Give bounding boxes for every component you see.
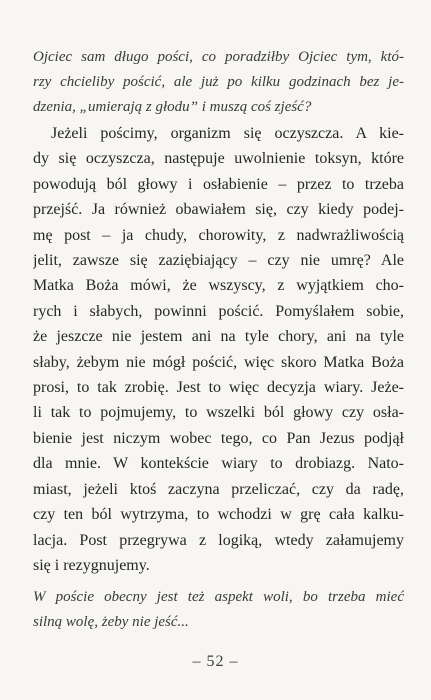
text-line: rzy chcieliby pościć, ale już po kilku godzinach bez je- xyxy=(33,74,404,90)
text-line: przejść. Ja również obawiałem się, czy kiedy podej- xyxy=(33,201,404,219)
text-line: powodują ból głowy i osłabienie – przez to trzeba xyxy=(33,175,404,193)
text-line: słaby, żebym nie mógł pościć, więc skoro Matka Boża xyxy=(33,353,404,371)
text-line: rych i słabych, powinni pościć. Pomyślałem sobie, xyxy=(33,302,404,320)
text-line: mę post – ja chudy, chorowity, z nadwrażliwością xyxy=(33,226,404,244)
text-line: czy ten ból wytrzyma, to wchodzi w grę cała kalku- xyxy=(33,506,404,524)
question-paragraph-1 xyxy=(33,45,404,120)
text-line: silną wolę, żeby nie jeść... xyxy=(33,614,189,630)
text-line: lacja. Post przegrywa z logiką, wtedy załamujemy xyxy=(33,531,404,549)
text-line: miast, jeżeli ktoś zaczyna przeliczać, czy da radę, xyxy=(33,480,404,498)
text-line: że jeszcze nie jestem ani na tyle chory, ani na tyle xyxy=(33,328,404,346)
text-line: Ojciec sam długo pości, co poradziłby Ojciec tym, któ- xyxy=(33,49,404,65)
page-number: – 52 – xyxy=(192,653,239,670)
text-line: Matka Boża mówi, że wszyscy, z wyjątkiem cho- xyxy=(33,277,404,295)
text-line: W poście obecny jest też aspekt woli, bo trzeba mieć xyxy=(33,589,404,605)
text-line: dzenia, „umierają z głodu” i muszą coś zjeść? xyxy=(33,99,312,115)
text-line: bienie jest niczym wobec tego, co Pan Jezus podjął xyxy=(33,429,404,447)
answer-paragraph xyxy=(33,121,404,578)
text-line: jelit, zawsze się zaziębiający – czy nie umrę? Ale xyxy=(33,252,404,270)
text-line: li tak to pojmujemy, to wszelki ból głowy czy osła- xyxy=(33,404,404,422)
text-line: się i rezygnujemy. xyxy=(33,556,150,574)
text-line: dy się oczyszcza, następuje uwolnienie toksyn, które xyxy=(33,150,404,168)
question-paragraph-2 xyxy=(33,585,404,635)
text-line: dla mnie. W kontekście wiary to drobiazg. Nato- xyxy=(33,455,404,473)
text-line: Jeżeli pościmy, organizm się oczyszcza. A kie- xyxy=(51,125,404,142)
text-line: prosi, to tak zrobię. Jest to więc decyzja wiary. Jeże- xyxy=(33,379,404,397)
